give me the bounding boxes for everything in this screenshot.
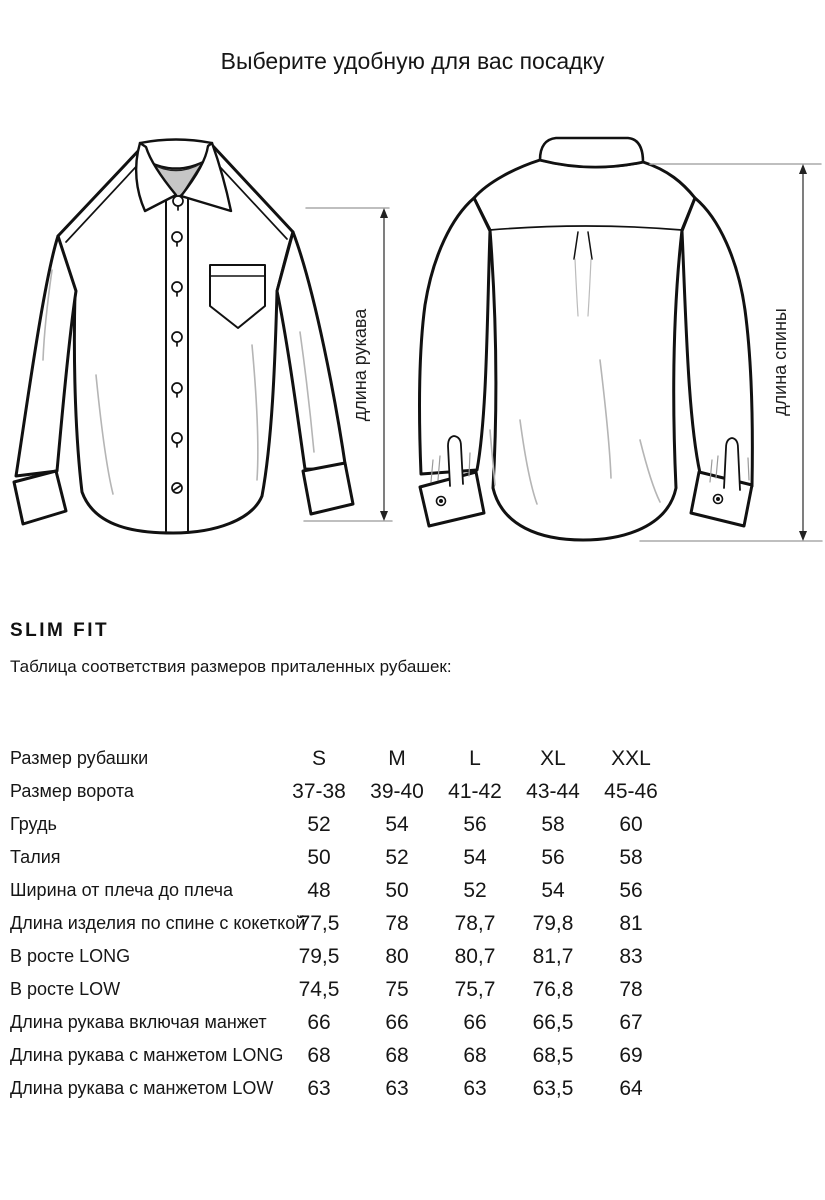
back-right-sleeve: [682, 198, 752, 486]
arrowhead-up-icon: [799, 164, 807, 174]
row-label: Длина рукава включая манжет: [10, 1012, 267, 1032]
size-value-cell: 77,5: [298, 911, 340, 935]
size-value-cell: 83: [619, 944, 643, 968]
size-value-cell: 58: [541, 812, 565, 836]
size-value-cell: 66,5: [532, 1010, 574, 1034]
size-value-cell: 76,8: [532, 977, 574, 1001]
size-value-cell: 63: [307, 1076, 331, 1100]
row-label: Талия: [10, 847, 61, 867]
size-column-header: S: [311, 746, 326, 770]
arrowhead-down-icon: [380, 511, 388, 521]
size-value-cell: 41-42: [448, 779, 502, 803]
table-row: [10, 808, 690, 841]
size-value-cell: 60: [619, 812, 643, 836]
size-value-cell: 74,5: [298, 977, 340, 1001]
back-length-label: длина спины: [770, 308, 790, 416]
size-value-cell: 52: [307, 812, 331, 836]
size-value-cell: 75,7: [454, 977, 496, 1001]
size-value-cell: 39-40: [370, 779, 424, 803]
size-value-cell: 79,5: [298, 944, 340, 968]
size-value-cell: 75: [385, 977, 409, 1001]
size-value-cell: 56: [463, 812, 487, 836]
size-value-cell: 79,8: [532, 911, 574, 935]
size-column-header: XXL: [611, 746, 651, 770]
back-left-sleeve-placket: [448, 436, 463, 486]
size-value-cell: 68: [463, 1043, 487, 1067]
sleeve-length-label: длина рукава: [350, 308, 370, 422]
size-value-cell: 48: [307, 878, 331, 902]
size-value-cell: 80,7: [454, 944, 496, 968]
table-row: [10, 940, 690, 973]
size-value-cell: 66: [385, 1010, 409, 1034]
row-label: Длина рукава с манжетом LONG: [10, 1045, 284, 1065]
size-value-cell: 69: [619, 1043, 643, 1067]
fit-name-heading: SLIM FIT: [10, 620, 110, 641]
size-value-cell: 68: [307, 1043, 331, 1067]
size-value-cell: 66: [307, 1010, 331, 1034]
row-label: В росте LOW: [10, 979, 121, 999]
size-value-cell: 66: [463, 1010, 487, 1034]
table-row: [10, 1039, 690, 1072]
size-column-header: M: [388, 746, 406, 770]
row-label: Размер ворота: [10, 781, 134, 801]
table-row: [10, 1006, 690, 1039]
size-value-cell: 50: [307, 845, 331, 869]
row-label: Ширина от плеча до плеча: [10, 880, 234, 900]
front-left-sleeve: [16, 236, 76, 476]
size-value-cell: 68: [385, 1043, 409, 1067]
table-row: [10, 841, 690, 874]
size-value-cell: 78: [385, 911, 409, 935]
table-row: [10, 874, 690, 907]
size-value-cell: 68,5: [532, 1043, 574, 1067]
row-label: Размер рубашки: [10, 748, 149, 768]
row-label: Грудь: [10, 814, 57, 834]
table-caption: Таблица соответствия размеров приталенных рубашек:: [10, 657, 452, 676]
size-value-cell: 50: [385, 878, 409, 902]
page-title: Выберите удобную для вас посадку: [220, 48, 605, 74]
size-column-header: XL: [540, 746, 566, 770]
size-value-cell: 54: [541, 878, 565, 902]
size-value-cell: 52: [463, 878, 487, 902]
size-column-header: L: [469, 746, 481, 770]
back-shirt-drawing: [420, 138, 753, 540]
size-value-cell: 54: [385, 812, 409, 836]
arrowhead-up-icon: [380, 208, 388, 218]
size-value-cell: 37-38: [292, 779, 346, 803]
size-value-cell: 81: [619, 911, 643, 935]
table-row: [10, 775, 690, 808]
table-row: [10, 742, 690, 775]
row-label: Длина рукава с манжетом LOW: [10, 1078, 274, 1098]
front-left-cuff: [14, 471, 66, 524]
size-value-cell: 43-44: [526, 779, 580, 803]
shirt-diagrams: [0, 120, 825, 560]
table-row: [10, 907, 690, 940]
size-value-cell: 45-46: [604, 779, 658, 803]
size-value-cell: 67: [619, 1010, 643, 1034]
size-table: [10, 742, 690, 1105]
size-value-cell: 78: [619, 977, 643, 1001]
size-value-cell: 64: [619, 1076, 643, 1100]
size-value-cell: 81,7: [532, 944, 574, 968]
size-value-cell: 63: [463, 1076, 487, 1100]
back-collar: [540, 138, 643, 167]
size-value-cell: 80: [385, 944, 409, 968]
front-right-cuff: [303, 463, 353, 514]
back-left-sleeve: [420, 198, 490, 474]
row-label: Длина изделия по спине с кокеткой: [10, 913, 306, 933]
size-value-cell: 52: [385, 845, 409, 869]
row-label: В росте LONG: [10, 946, 131, 966]
front-shirt-drawing: [14, 140, 353, 534]
size-value-cell: 63: [385, 1076, 409, 1100]
size-value-cell: 58: [619, 845, 643, 869]
size-value-cell: 63,5: [532, 1076, 574, 1100]
arrowhead-down-icon: [799, 531, 807, 541]
back-right-sleeve-placket: [724, 438, 740, 490]
table-row: [10, 973, 690, 1006]
size-value-cell: 54: [463, 845, 487, 869]
table-row: [10, 1072, 690, 1105]
back-torso: [474, 160, 695, 540]
size-value-cell: 56: [619, 878, 643, 902]
size-value-cell: 56: [541, 845, 565, 869]
size-value-cell: 78,7: [454, 911, 496, 935]
